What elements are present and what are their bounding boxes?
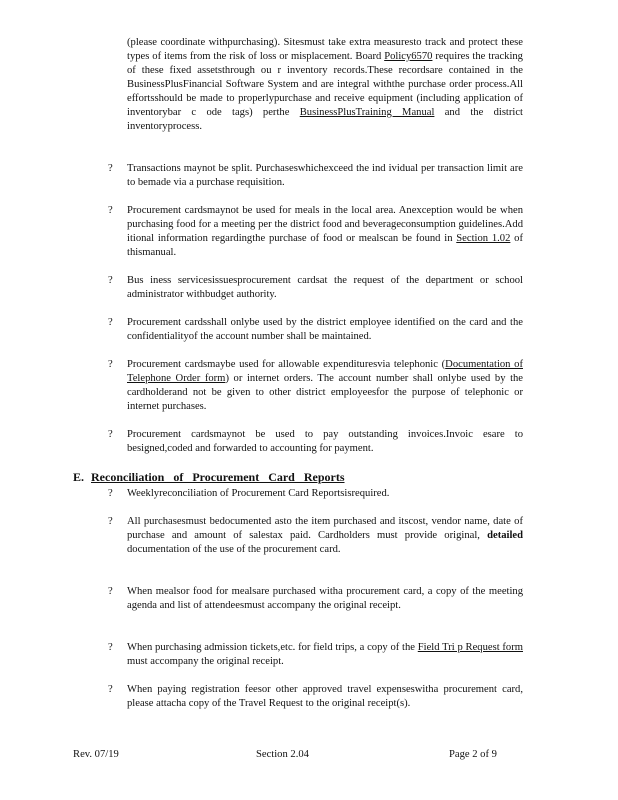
paragraph-card-issuance: Bus iness servicesissuesprocurement cardsat the request of the department or school administrator withbudget authority. [127,275,523,300]
board-policy-link[interactable]: Policy6570 [384,51,433,62]
paragraph-split-transactions: Transactions maynot be split. Purchaseswhichexceed the ind ividual per transaction limit are to bemade via a purchase requisition. [127,163,523,188]
paragraph-fixed-assets [127,36,523,134]
field-trip-request-form-link[interactable]: Field Tri p Request form [417,642,523,653]
text-run: of thismanual. [127,233,523,258]
section-title: Reconciliation of Procurement Card Reports [91,470,345,484]
text-run: (please coordinate withpurchasing). Sitesmust take extra measuresto track and protect these types of items from the risk of loss or misplacement. Board [127,37,523,62]
section-heading [73,470,345,484]
text-run: documentation of the use of the procurement card. [127,544,341,555]
bullet-marker: ? [108,317,113,328]
bullet-marker: ? [108,684,113,695]
text-run: and the district inventoryprocess. [127,107,523,132]
paragraph-meals [127,204,523,260]
bullet-marker: ? [108,359,113,370]
text-run: ) or internet orders. The account number shall onlybe used by the cardholderand not be given to other district employeesfor the purpose of telephonic or internet purchases. [127,373,524,412]
section-1-02-link[interactable]: Section 1.02 [456,233,511,244]
text-run: Procurement cardsmaynot be used for meals in the local area. Anexception would be when purchasing food for a meeting per the district food and beverageconsumption guidelines.Add itional information regardingthe purchase of food or mealscan be found in [127,205,523,244]
paragraph-meal-receipts: When mealsor food for mealsare purchased witha procurement card, a copy of the meeting agenda and list of attendeesmust accompany the original receipt. [127,586,523,611]
bullet-marker: ? [108,516,113,527]
training-manual-link[interactable]: BusinessPlusTraining Manual [299,107,435,118]
paragraph-invoices: Procurement cardsmaynot be used to pay outstanding invoices.Invoic esare to besigned,coded and forwarded to accounting for payment. [127,429,523,454]
text-run: When purchasing admission tickets,etc. for field trips, a copy of the [127,642,418,653]
paragraph-telephone-orders [127,358,523,414]
bullet-marker: ? [108,642,113,653]
bullet-marker: ? [108,488,113,499]
text-run: requires the tracking of these fixed assetsthrough ou r inventory records.These recordsare contained in the BusinessPlusFinancial Software System and are integral withthe purchase order process.All effortsshould be made to properlypurchase and receive equipment (including application of inventorybar c ode tags) perthe [127,51,523,118]
bullet-marker: ? [108,205,113,216]
paragraph-travel: When paying registration feesor other approved travel expenseswitha procurement card, please attacha copy of the Travel Request to the original receipt(s). [127,684,523,709]
paragraph-documentation [127,515,523,557]
bullet-marker: ? [108,163,113,174]
footer-section: Section 2.04 [256,749,309,760]
paragraph-weekly-reconciliation: Weeklyreconciliation of Procurement Card Reportsisrequired. [127,488,390,499]
bullet-marker: ? [108,429,113,440]
bullet-marker: ? [108,586,113,597]
text-run: All purchasesmust bedocumented asto the item purchased and itscost, vendor name, date of purchase and amount of salestax paid. Cardholders must provide original, [127,516,523,541]
footer-revision: Rev. 07/19 [73,749,119,760]
text-run: Procurement cardsmaybe used for allowable expendituresvia telephonic ( [127,359,446,370]
section-letter: E. [73,470,85,484]
bullet-marker: ? [108,275,113,286]
emphasis-detailed: detailed [487,530,523,541]
paragraph-card-use: Procurement cardsshall onlybe used by the district employee identified on the card and the confidentialityof the account number shall be maintained. [127,317,523,342]
text-run: must accompany the original receipt. [127,656,284,667]
telephone-order-form-link[interactable]: Documentation of Telephone Order form [127,359,523,384]
footer-page-number: Page 2 of 9 [449,749,497,760]
paragraph-field-trips [127,641,523,669]
